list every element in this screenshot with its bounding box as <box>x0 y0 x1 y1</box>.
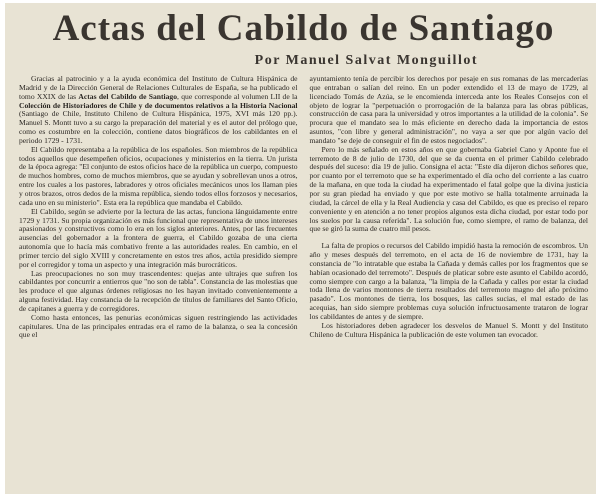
paragraph-text: ayuntamiento tenía de percibir los derechos por pesaje en sus romanas de las mercaderías que entraban o salían del reino. En un poder extendido el 13 de mayo de 1729, al licenciado Tomás de Azúa, se le encomienda interceda ante los Reales Consejos con el objeto de lograr la "perpetuación o prorrogación de la balanza para las obras públicas, construcción de casa para la universidad y otros importantes a la utilidad de la colonia". Se procura que el mandato sea lo más eficiente en derecho dada la importancia de estos asuntos, "con libre y general administración", no vaya a ser que por algún vacío del mandato "se deje de conseguir el fin de estos negociados". <box>309 74 588 145</box>
article-paragraph <box>19 270 298 314</box>
article-body <box>19 75 588 340</box>
paragraph-text: Como hasta entonces, las penurias económicas siguen restringiendo las actividades capitulares. Una de las principales entradas era el ramo de la balanza, o sea la concesión que el <box>19 312 298 340</box>
bold-text: Actas del Cabildo de Santiago <box>78 91 178 101</box>
article-paragraph <box>310 146 589 234</box>
article-title: Actas del Cabildo de Santiago <box>52 8 555 49</box>
paragraph-text: (Santiago de Chile, Instituto Chileno de Cultura Hispánica, 1975, XVI más 120 pp.). Manuel S. Montt tuvo a su cargo la preparación del material y es el autor del prólogo que, como es costumbre en la colección, contiene datos biográficos de los cabildantes en el periodo 1729 - 1731. <box>19 109 298 145</box>
paragraph-text: , que corresponde al volumen LII de la <box>177 91 298 101</box>
article-byline: Por Manuel Salvat Monguillot <box>254 53 478 68</box>
article-paragraph <box>310 322 589 340</box>
paragraph-text: Gracias al patrocinio y a la ayuda económica del Instituto de Cultura Hispánica de Madrid y de la Dirección General de Relaciones Culturales de España, se ha publicado el tomo XXIX de las <box>19 74 298 101</box>
paragraph-text: El Cabildo representaba a la república de los españoles. Son miembros de la república todos aquellos que desempeñen oficios, ocupaciones y ministerios en la tierra. Un jurista de la época agrega: "El conjunto de estos oficios hace de la república un cuerpo, compuesto de muchos hombres, como de muchos miembros, que se ayudan y sobrellevan unos a otros, entre los cuales a los pastores, labradores y otros oficiales mecánicos unos los llaman pies y otros brazos, otros dedos de la misma república, siendo todos ellos forzosos y necesarios, cada uno en su ministerio". Esta era la república que mandaba el Cabildo. <box>19 144 298 207</box>
paragraph-text: Pero lo más señalado en estos años en que gobernaba Gabriel Cano y Aponte fue el terremoto de 8 de julio de 1730, del que se da cuenta en el primer Cabildo celebrado después del suceso: día 19 de julio. Consigna el acta: "Este día dijeron dichos señores que, por cuanto por el terremoto que se ha experimentado el día ocho del corriente a las cuatro de la mañana, en que toda la ciudad ha experimentado el fatal golpe que la divina justicia por su gran piedad ha enviado y que por este motivo se halla totalmente arruinada la ciudad, la cárcel de ella y la Real Audiencia y casa del Cabildo, es que es preciso el reparo conveniente y en atención a no tener propios algunos esta dicha ciudad, por estar todo por los suelos por la causa referida". La solución fue, como siempre, el ramo de balanza, del que se giró la suma de cuatro mil pesos. <box>309 144 588 234</box>
paragraph-text: Las preocupaciones no son muy trascendentes: quejas ante ultrajes que sufren los cabildantes por concurrir a entierros que "no son de tabla". Constancia de las molestias que les produce el que algunas órdenes religiosas no les hayan invitado convenientemente a alguna festividad. Hay constancia de la recepción de títulos de familiares del Santo Oficio, de capitanes a guerra y de corregidores. <box>19 268 298 313</box>
newspaper-clipping <box>5 3 596 494</box>
right-column <box>310 75 589 340</box>
article-paragraph <box>19 314 298 341</box>
left-column <box>19 75 298 340</box>
paragraph-text: La falta de propios o recursos del Cabildo impidió hasta la remoción de escombros. Un año y meses después del terremoto, en el acta de 16 de noviembre de 1731, hay la constancia de "lo intratable que estaba la Cañada y demás calles por los fragmentos que se habían ocasionado del terremoto". Después de platicar sobre este asunto el Cabildo acordó, como siempre con cargo a la balanza, "la limpia de la Cañada y calles por estar la ciudad toda llena de varios montones de tierra resultados del terremoto magno del año próximo pasado". Los montones de tierra, los bosques, las calles sucias, el mal estado de las acequias, han sido siempre problemas cuya solución infructuosamente trataron de lograr los cabildantes de antes y de siempre. <box>309 241 588 321</box>
article-paragraph <box>310 75 589 146</box>
paragraph-text: El Cabildo, según se advierte por la lectura de las actas, funciona lánguidamente entre 1729 y 1731. Su propia organización es más funcional que representativa de unos intereses apasionados y constructivos como lo era en los siglos anteriores. Antes, por las frecuentes ausencias del gobernador a la frontera de guerra, el Cabildo gozaba de una cierta autonomía que lo hacía más combativo frente a las autoridades reales. En cambio, en el primer tercio del siglo XVIII y concretamente en estos tres años, actúa presidido siempre por el corregidor y toma un aspecto y una integración más burocráticos. <box>19 206 298 269</box>
article-paragraph <box>19 75 298 146</box>
paragraph-text: Los historiadores deben agradecer los desvelos de Manuel S. Montt y del Instituto Chileno de Cultura Hispánica la publicación de este volumen tan evocador. <box>309 320 588 339</box>
article-paragraph <box>19 208 298 270</box>
bold-text: Colección de Historiadores de Chile y de documentos relativos a la Historia Nacional <box>19 100 298 110</box>
article-paragraph <box>19 146 298 208</box>
article-paragraph <box>310 242 589 322</box>
